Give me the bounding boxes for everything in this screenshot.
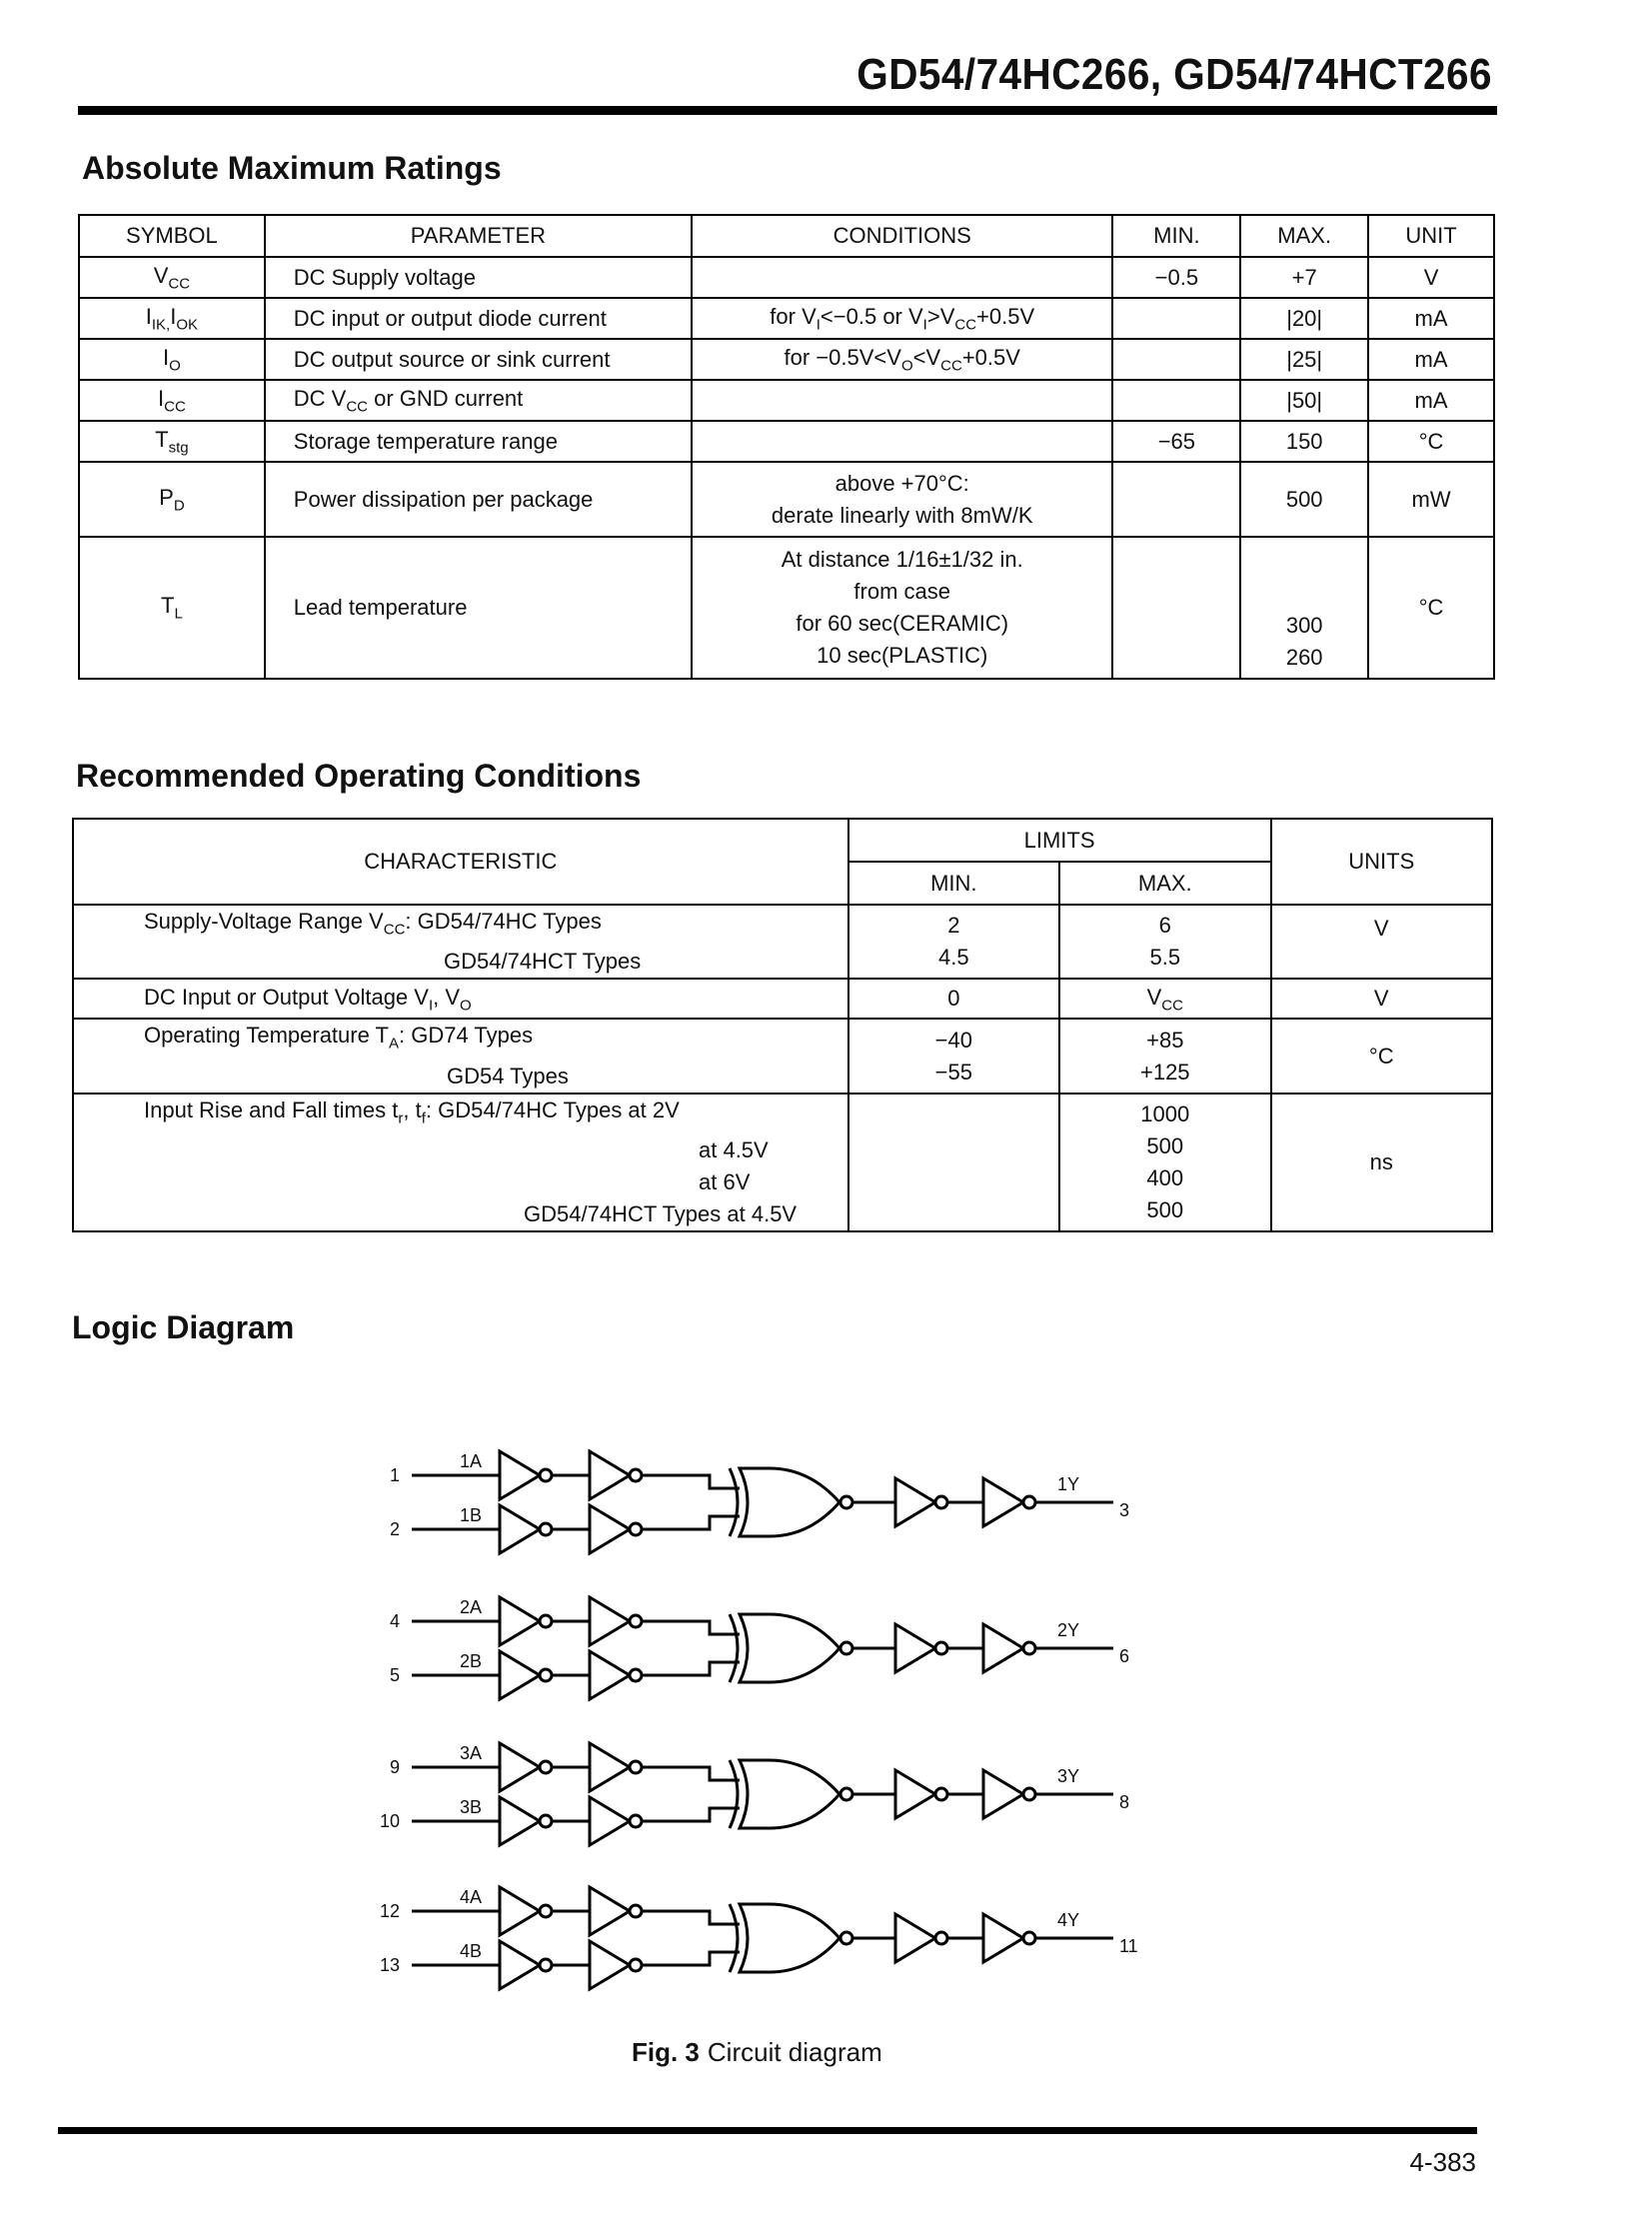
logic-diagram	[379, 1419, 1159, 2019]
pin-number-label: 4	[389, 1611, 400, 1631]
xnor-gate-bubble	[840, 1932, 852, 1944]
inverter-b1	[500, 1651, 540, 1699]
figure-number: Fig. 3	[632, 2037, 700, 2067]
unit-cell: °C	[1271, 1019, 1493, 1093]
parameter-cell: Power dissipation per package	[265, 462, 692, 537]
max-value: 1000	[1140, 1101, 1190, 1126]
wire	[642, 1952, 740, 1965]
pin-number-label: 3	[1119, 1500, 1130, 1520]
header-rule	[78, 106, 1497, 115]
col-header-conditions: CONDITIONS	[692, 215, 1112, 257]
inverter-a2-bubble	[630, 1469, 642, 1481]
characteristic-subscript: f	[421, 1110, 426, 1127]
parameter-cell	[265, 380, 692, 421]
inverter-b1-bubble	[540, 1669, 552, 1681]
gate-channel-1	[390, 1451, 1129, 1553]
min-cell	[848, 1094, 1059, 1231]
xnor-gate	[740, 1760, 839, 1828]
inverter-a1	[500, 1451, 540, 1499]
max-cell: 500	[1240, 462, 1368, 537]
output-label: 1Y	[1057, 1474, 1080, 1494]
symbol-cell	[79, 537, 265, 679]
min-cell: −65	[1112, 421, 1240, 462]
input-label: 2A	[460, 1597, 483, 1617]
xnor-gate	[740, 1614, 839, 1682]
characteristic-text: Supply-Voltage Range V	[144, 909, 384, 934]
section-title-recommended: Recommended Operating Conditions	[76, 758, 642, 794]
min-cell: 0	[848, 979, 1059, 1019]
input-label: 2B	[460, 1651, 483, 1671]
inverter-b1-bubble	[540, 1959, 552, 1971]
symbol-subscript: CC	[168, 275, 191, 293]
symbol-text: T	[160, 593, 175, 619]
conditions-cell	[692, 380, 1112, 421]
symbol-subscript: CC	[164, 398, 186, 416]
pin-number-label: 8	[1119, 1792, 1130, 1812]
col-header-max: MAX.	[1059, 862, 1270, 905]
characteristic-text: Input Rise and Fall times t	[144, 1097, 399, 1122]
condition-line: from case	[853, 579, 951, 604]
condition-text: +0.5V	[976, 303, 1035, 329]
max-cell	[1059, 1019, 1270, 1093]
max-value: V	[1146, 984, 1162, 1010]
inverter-a1	[500, 1887, 540, 1935]
min-value: 2	[947, 913, 960, 939]
output-inverter-2-bubble	[1023, 1496, 1035, 1508]
inverter-a2	[590, 1743, 630, 1791]
parameter-cell: Storage temperature range	[265, 421, 692, 462]
conditions-cell	[692, 339, 1112, 380]
table-row	[73, 979, 1492, 1019]
condition-text: <−0.5 or V	[820, 303, 923, 329]
characteristic-text: , V	[433, 984, 461, 1010]
min-cell	[1112, 462, 1240, 537]
characteristic-line: at 4.5V	[699, 1137, 769, 1163]
output-inverter-2	[983, 1478, 1023, 1526]
symbol-cell	[79, 257, 265, 298]
inverter-b1	[500, 1941, 540, 1989]
output-inverter-2-bubble	[1023, 1642, 1035, 1654]
wire	[642, 1516, 740, 1529]
characteristic-text: , t	[403, 1097, 422, 1122]
condition-text: for V	[770, 303, 817, 329]
inverter-a2	[590, 1451, 630, 1499]
pin-number-label: 2	[389, 1519, 400, 1539]
inverter-b1	[500, 1797, 540, 1845]
characteristic-line: at 6V	[699, 1169, 751, 1195]
xnor-gate-bubble	[840, 1496, 852, 1508]
table-row	[73, 905, 1492, 979]
min-value: 4.5	[938, 945, 969, 971]
max-value: 500	[1146, 1132, 1184, 1158]
input-label: 3B	[460, 1797, 483, 1817]
min-cell	[848, 1019, 1059, 1093]
max-cell	[1240, 537, 1368, 679]
output-inverter-1-bubble	[935, 1788, 947, 1800]
output-inverter-1	[895, 1624, 935, 1672]
symbol-text: I	[157, 385, 165, 411]
xor-gate-back-arc	[730, 1904, 738, 1972]
xor-gate-back-arc	[730, 1468, 738, 1536]
pin-number-label: 12	[379, 1901, 400, 1921]
condition-text: for −0.5V<V	[784, 344, 901, 370]
parameter-cell: Lead temperature	[265, 537, 692, 679]
output-inverter-1-bubble	[935, 1932, 947, 1944]
unit-cell: mA	[1368, 298, 1494, 339]
unit-cell: V	[1368, 257, 1494, 298]
table-row	[79, 339, 1494, 380]
condition-text: >V	[926, 303, 955, 329]
condition-subscript: CC	[940, 357, 962, 375]
min-cell	[1112, 298, 1240, 339]
max-value: 300	[1285, 613, 1323, 638]
symbol-cell	[79, 462, 265, 537]
inverter-b2-bubble	[630, 1523, 642, 1535]
inverter-a2	[590, 1597, 630, 1645]
pin-number-label: 9	[389, 1757, 400, 1777]
symbol-subscript: O	[169, 357, 181, 375]
col-header-min: MIN.	[1112, 215, 1240, 257]
pin-number-label: 5	[389, 1665, 400, 1685]
characteristic-cell	[73, 1094, 848, 1231]
output-inverter-2	[983, 1914, 1023, 1962]
characteristic-line: GD54/74HCT Types	[444, 949, 642, 975]
wire	[642, 1808, 740, 1821]
inverter-a2	[590, 1887, 630, 1935]
output-label: 3Y	[1057, 1766, 1080, 1786]
pin-number-label: 1	[389, 1465, 400, 1485]
max-cell	[1059, 979, 1270, 1019]
characteristic-line: GD54 Types	[447, 1063, 569, 1089]
xnor-gate-bubble	[840, 1642, 852, 1654]
pin-number-label: 10	[379, 1811, 400, 1831]
characteristic-subscript: A	[389, 1035, 400, 1053]
output-inverter-2-bubble	[1023, 1788, 1035, 1800]
wire	[642, 1475, 740, 1488]
characteristic-text: Operating Temperature T	[144, 1023, 389, 1049]
conditions-cell	[692, 298, 1112, 339]
min-cell	[1112, 537, 1240, 679]
inverter-a1-bubble	[540, 1761, 552, 1773]
max-value: 6	[1158, 913, 1171, 939]
xnor-gate	[740, 1904, 839, 1972]
min-cell: −0.5	[1112, 257, 1240, 298]
characteristic-line	[144, 1095, 837, 1134]
col-header-limits: LIMITS	[848, 819, 1271, 862]
max-subscript: CC	[1161, 997, 1183, 1015]
symbol-text: I	[162, 344, 170, 370]
table-row	[79, 298, 1494, 339]
xnor-gate	[740, 1468, 839, 1536]
wire	[642, 1621, 740, 1634]
min-cell	[848, 905, 1059, 979]
max-value: 500	[1146, 1196, 1184, 1222]
output-inverter-1-bubble	[935, 1642, 947, 1654]
table-header-row	[73, 819, 1492, 862]
max-cell: 150	[1240, 421, 1368, 462]
symbol-text: T	[155, 426, 169, 452]
gate-channel-3	[380, 1743, 1129, 1845]
characteristic-cell	[73, 1019, 848, 1093]
parameter-text: DC V	[293, 385, 347, 411]
absolute-max-table	[78, 214, 1495, 680]
condition-line: above +70°C:	[834, 470, 969, 496]
figure-caption	[632, 2037, 882, 2068]
unit-cell: mA	[1368, 380, 1494, 421]
gate-channel-4	[380, 1887, 1138, 1989]
conditions-cell	[692, 462, 1112, 537]
wire	[642, 1911, 740, 1924]
output-inverter-2	[983, 1770, 1023, 1818]
max-cell: |50|	[1240, 380, 1368, 421]
input-label: 4B	[460, 1941, 483, 1961]
unit-cell: °C	[1368, 537, 1494, 679]
table-header-row	[79, 215, 1494, 257]
symbol-subscript: OK	[176, 316, 199, 334]
page-number: 4-383	[1409, 2147, 1476, 2177]
max-value: 400	[1146, 1164, 1184, 1190]
characteristic-subscript: r	[398, 1110, 404, 1127]
condition-subscript: I	[922, 316, 927, 334]
input-label: 1B	[460, 1505, 483, 1525]
table-row	[79, 462, 1494, 537]
recommended-conditions-table	[72, 818, 1493, 1232]
condition-subscript: CC	[954, 316, 977, 334]
parameter-subscript: CC	[346, 398, 369, 416]
condition-subscript: I	[816, 316, 821, 334]
condition-line: 10 sec(PLASTIC)	[817, 643, 988, 668]
section-title-logic-diagram: Logic Diagram	[72, 1309, 295, 1345]
max-value: +125	[1139, 1059, 1190, 1085]
max-cell	[1059, 905, 1270, 979]
unit-cell: V	[1271, 905, 1493, 979]
unit-cell: ns	[1271, 1094, 1493, 1231]
inverter-b1	[500, 1505, 540, 1553]
table-row	[73, 1094, 1492, 1231]
output-inverter-1	[895, 1478, 935, 1526]
parameter-cell: DC input or output diode current	[265, 298, 692, 339]
characteristic-text: : GD54/74HC Types at 2V	[425, 1097, 680, 1122]
inverter-a1	[500, 1743, 540, 1791]
inverter-a2-bubble	[630, 1905, 642, 1917]
symbol-text: P	[159, 484, 174, 510]
col-header-units: UNITS	[1271, 819, 1493, 905]
characteristic-line	[144, 906, 837, 946]
min-value: −40	[934, 1027, 972, 1053]
output-inverter-2	[983, 1624, 1023, 1672]
col-header-max: MAX.	[1240, 215, 1368, 257]
output-inverter-2-bubble	[1023, 1932, 1035, 1944]
parameter-cell: DC Supply voltage	[265, 257, 692, 298]
symbol-cell	[79, 339, 265, 380]
inverter-b1-bubble	[540, 1815, 552, 1827]
symbol-subscript: L	[174, 605, 183, 623]
characteristic-subscript: I	[428, 997, 434, 1015]
footer-rule	[58, 2127, 1477, 2134]
condition-text: +0.5V	[961, 344, 1020, 370]
max-cell: +7	[1240, 257, 1368, 298]
inverter-a2-bubble	[630, 1761, 642, 1773]
symbol-subscript: IK,	[151, 316, 171, 334]
characteristic-subscript: O	[460, 997, 472, 1015]
max-value: 260	[1285, 645, 1323, 670]
characteristic-subscript: CC	[383, 921, 406, 939]
characteristic-text: : GD54/74HC Types	[405, 909, 602, 934]
input-label: 1A	[460, 1451, 483, 1471]
output-label: 4Y	[1057, 1910, 1080, 1930]
xor-gate-back-arc	[730, 1614, 738, 1682]
section-title-absolute-max: Absolute Maximum Ratings	[82, 150, 502, 186]
col-header-symbol: SYMBOL	[79, 215, 265, 257]
symbol-cell	[79, 298, 265, 339]
unit-cell: mW	[1368, 462, 1494, 537]
symbol-subscript: D	[173, 497, 185, 515]
output-inverter-1-bubble	[935, 1496, 947, 1508]
characteristic-cell	[73, 979, 848, 1019]
xnor-gate-bubble	[840, 1788, 852, 1800]
table-row	[79, 380, 1494, 421]
conditions-cell	[692, 537, 1112, 679]
inverter-b2	[590, 1941, 630, 1989]
inverter-a2-bubble	[630, 1615, 642, 1627]
inverter-b2-bubble	[630, 1815, 642, 1827]
condition-subscript: O	[900, 357, 913, 375]
input-label: 4A	[460, 1887, 483, 1907]
output-inverter-1	[895, 1770, 935, 1818]
input-label: 3A	[460, 1743, 483, 1763]
col-header-unit: UNIT	[1368, 215, 1494, 257]
output-inverter-1	[895, 1914, 935, 1962]
min-value: −55	[934, 1059, 972, 1085]
figure-caption-text: Circuit diagram	[707, 2037, 882, 2067]
inverter-a1-bubble	[540, 1905, 552, 1917]
inverter-b2	[590, 1651, 630, 1699]
pin-number-label: 13	[379, 1955, 400, 1975]
symbol-cell	[79, 380, 265, 421]
col-header-characteristic: CHARACTERISTIC	[73, 819, 848, 905]
max-cell: |20|	[1240, 298, 1368, 339]
characteristic-text: DC Input or Output Voltage V	[144, 984, 429, 1010]
symbol-text: I	[145, 303, 152, 329]
max-value: +85	[1146, 1027, 1184, 1053]
table-row	[79, 257, 1494, 298]
parameter-text: or GND current	[368, 385, 524, 411]
unit-cell: °C	[1368, 421, 1494, 462]
conditions-cell	[692, 421, 1112, 462]
wire	[642, 1662, 740, 1675]
characteristic-line	[144, 1020, 837, 1060]
symbol-subscript: stg	[168, 439, 189, 457]
inverter-a1-bubble	[540, 1469, 552, 1481]
max-cell: |25|	[1240, 339, 1368, 380]
document-title: GD54/74HC266, GD54/74HCT266	[856, 50, 1492, 99]
table-row	[79, 537, 1494, 679]
max-value: 5.5	[1149, 945, 1181, 971]
condition-line: for 60 sec(CERAMIC)	[796, 611, 1009, 636]
condition-text: <V	[912, 344, 941, 370]
symbol-text: V	[153, 262, 169, 288]
characteristic-text: : GD74 Types	[399, 1023, 534, 1049]
xor-gate-back-arc	[730, 1760, 738, 1828]
wire	[642, 1767, 740, 1780]
pin-number-label: 11	[1119, 1936, 1138, 1956]
min-cell	[1112, 380, 1240, 421]
gate-channel-2	[390, 1597, 1129, 1699]
table-row	[73, 1019, 1492, 1093]
col-header-min: MIN.	[848, 862, 1059, 905]
inverter-b2	[590, 1505, 630, 1553]
symbol-cell	[79, 421, 265, 462]
pin-number-label: 6	[1119, 1646, 1130, 1666]
inverter-b2	[590, 1797, 630, 1845]
characteristic-line: GD54/74HCT Types at 4.5V	[524, 1201, 798, 1227]
max-cell	[1059, 1094, 1270, 1231]
min-cell	[1112, 339, 1240, 380]
output-label: 2Y	[1057, 1620, 1080, 1640]
inverter-b2-bubble	[630, 1669, 642, 1681]
conditions-cell	[692, 257, 1112, 298]
col-header-parameter: PARAMETER	[265, 215, 692, 257]
inverter-b1-bubble	[540, 1523, 552, 1535]
unit-cell: mA	[1368, 339, 1494, 380]
condition-line: At distance 1/16±1/32 in.	[781, 547, 1023, 572]
table-row	[79, 421, 1494, 462]
characteristic-cell	[73, 905, 848, 979]
inverter-b2-bubble	[630, 1959, 642, 1971]
symbol-text: I	[170, 303, 177, 329]
condition-line: derate linearly with 8mW/K	[771, 502, 1033, 528]
unit-cell: V	[1271, 979, 1493, 1019]
inverter-a1-bubble	[540, 1615, 552, 1627]
parameter-cell: DC output source or sink current	[265, 339, 692, 380]
inverter-a1	[500, 1597, 540, 1645]
